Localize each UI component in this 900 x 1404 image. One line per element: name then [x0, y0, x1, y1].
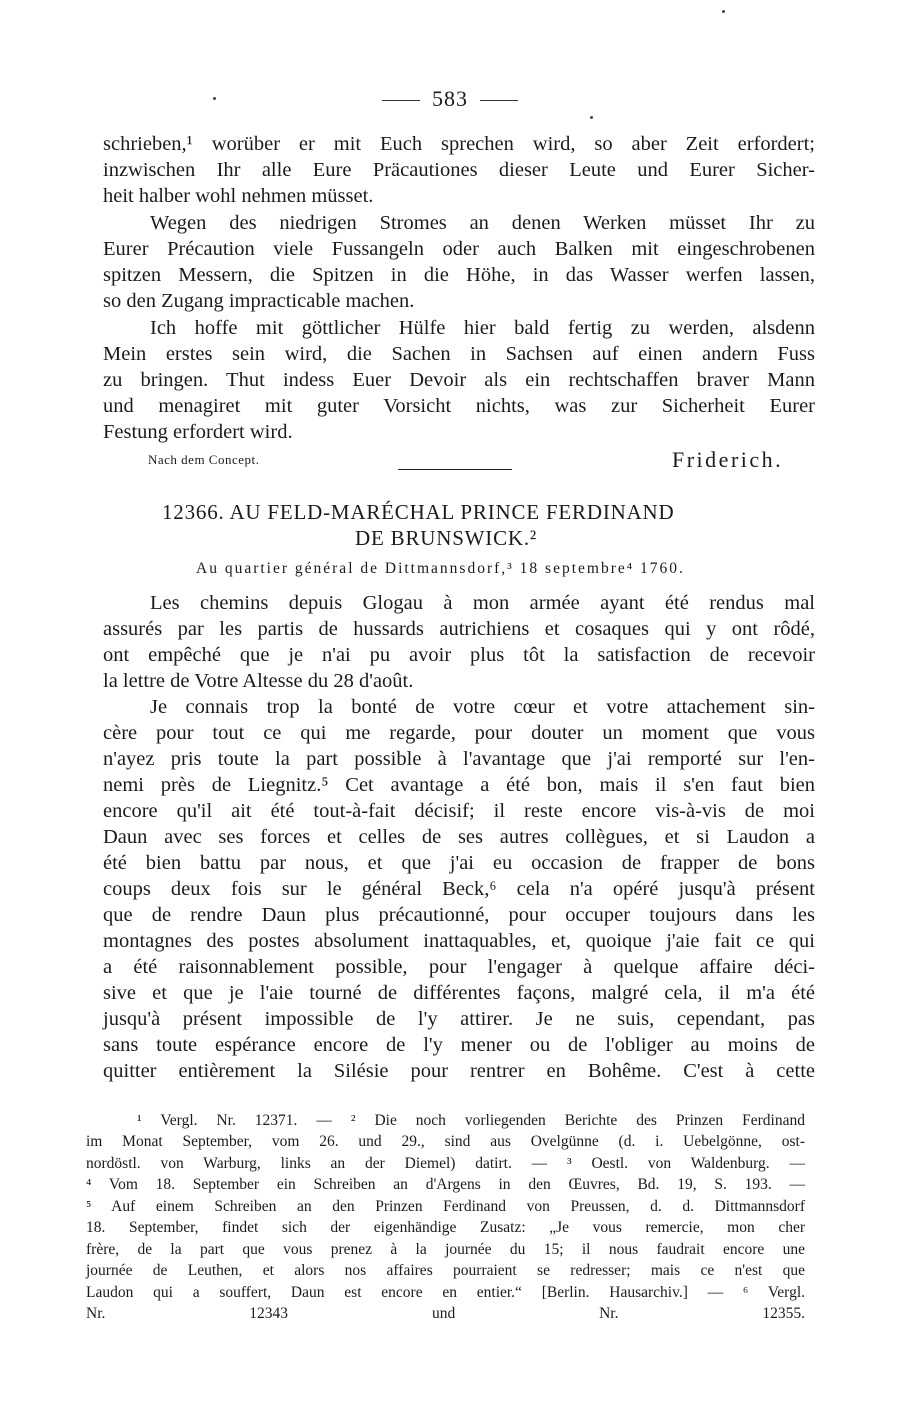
- signature: Friderich.: [672, 447, 784, 472]
- footnote-line: nordöstl. von Warburg, links an der Diemel) datirt. — ³ Oestl. von Waldenburg. —: [86, 1155, 805, 1172]
- text-line: encore qu'il ait été tout-à-fait décisif; il reste encore vis-à-vis de moi: [103, 800, 815, 822]
- ink-speck: [722, 10, 725, 13]
- text-line: la lettre de Votre Altesse du 28 d'août.: [103, 670, 414, 692]
- text-line: Eurer Précaution viele Fussangeln oder auch Balken mit eingeschrobenen: [103, 238, 815, 260]
- text-line: été bien battu par nous, et que j'ai eu occasion de frapper de bons: [103, 852, 815, 874]
- text-line: so den Zugang impracticable machen.: [103, 290, 415, 312]
- section-divider: [398, 469, 512, 470]
- text-line: sans toute espérance encore de l'y mener ou de l'obliger au moins de: [103, 1034, 815, 1056]
- text-line: zu bringen. Thut indess Euer Devoir als ein rechtschaffen braver Mann: [103, 369, 815, 391]
- text-line: Je connais trop la bonté de votre cœur et votre attachement sin-: [150, 696, 815, 718]
- text-line: Wegen des niedrigen Stromes an denen Werken müsset Ihr zu: [150, 212, 815, 234]
- text-line: Les chemins depuis Glogau à mon armée ayant été rendus mal: [150, 592, 815, 614]
- source-note: Nach dem Concept.: [148, 452, 260, 467]
- text-line: inzwischen Ihr alle Eure Präcautiones dieser Leute und Eurer Sicher-: [103, 159, 815, 181]
- text-line: ont empêché que je n'ai pu avoir plus tôt la satisfaction de recevoir: [103, 644, 815, 666]
- text-line: heit halber wohl nehmen müsset.: [103, 185, 374, 207]
- text-line: Mein erstes sein wird, die Sachen in Sachsen auf einen andern Fuss: [103, 343, 815, 365]
- text-line: spitzen Messern, die Spitzen in die Höhe, in das Wasser werfen lassen,: [103, 264, 815, 286]
- text-line: jusqu'à présent impossible de l'y attirer. Je ne suis, cependant, pas: [103, 1008, 815, 1030]
- text-line: und menagiret mit guter Vorsicht nichts, was zur Sicherheit Eurer: [103, 395, 815, 417]
- footnote-line: ¹ Vergl. Nr. 12371. — ² Die noch vorliegenden Berichte des Prinzen Ferdinand: [137, 1112, 805, 1129]
- letter-heading: 12366. AU FELD-MARÉCHAL PRINCE FERDINAND: [162, 500, 675, 524]
- text-line: cère pour tout ce qui me regarde, pour douter un moment que vous: [103, 722, 815, 744]
- footnote-line: 18. September, findet sich der eigenhändige Zusatz: „Je vous remercie, mon cher: [86, 1219, 805, 1236]
- text-line: Daun avec ses forces et celles de ses autres collègues, et si Laudon a: [103, 826, 815, 848]
- text-line: sive et que je l'aie tourné de différentes façons, malgré cela, il m'a été: [103, 982, 815, 1004]
- text-line: montagnes des postes absolument inattaquables, et, quoique j'aie fait ce qui: [103, 930, 815, 952]
- footnote-line: Nr. 12343 und Nr. 12355.: [86, 1305, 805, 1322]
- text-line: nemi près de Liegnitz.⁵ Cet avantage a été bon, mais il s'en faut bien: [103, 774, 815, 796]
- page-number: [0, 86, 900, 112]
- place-date-line: Au quartier général de Dittmannsdorf,³ 18 septembre⁴ 1760.: [196, 560, 685, 577]
- text-line: Festung erfordert wird.: [103, 421, 293, 443]
- ink-speck: [590, 116, 593, 119]
- text-line: coups deux fois sur le général Beck,⁶ cela n'a opéré jusqu'à présent: [103, 878, 815, 900]
- footnote-line: Laudon qui a souffert, Daun est encore en entier.“ [Berlin. Hausarchiv.] — ⁶ Vergl.: [86, 1284, 805, 1301]
- page-number-text: 583: [432, 86, 468, 111]
- letter-heading-continued: DE BRUNSWICK.²: [355, 526, 537, 550]
- text-line: assurés par les partis de hussards autrichiens et cosaques qui y ont rôdé,: [103, 618, 815, 640]
- page-number-dash-left: [382, 100, 420, 101]
- footnote-line: journée de Leuthen, et alors nos affaires pourraient se redresser; mais ce n'est que: [86, 1262, 805, 1279]
- text-line: a été raisonnablement possible, pour l'engager à quelque affaire déci-: [103, 956, 815, 978]
- text-line: quitter entièrement la Silésie pour rentrer en Bohême. C'est à cette: [103, 1060, 815, 1082]
- text-line: Ich hoffe mit göttlicher Hülfe hier bald fertig zu werden, alsdenn: [150, 317, 815, 339]
- footnote-line: ⁵ Auf einem Schreiben an den Prinzen Ferdinand von Preussen, d. d. Dittmannsdorf: [86, 1198, 805, 1215]
- text-line: que de rendre Daun plus précautionné, pour occuper toujours dans les: [103, 904, 815, 926]
- text-line: n'ayez pris toute la part possible à l'avantage que j'ai remporté sur l'en-: [103, 748, 815, 770]
- footnote-line: frère, de la part que vous prenez à la journée du 15; il nous faudrait encore une: [86, 1241, 805, 1258]
- text-line: schrieben,¹ worüber er mit Euch sprechen wird, so aber Zeit erfordert;: [103, 133, 815, 155]
- footnote-line: ⁴ Vom 18. September ein Schreiben an d'Argens in den Œuvres, Bd. 19, S. 193. —: [86, 1176, 805, 1193]
- page-number-dash-right: [480, 100, 518, 101]
- footnote-line: im Monat September, vom 26. und 29., sind aus Ovelgünne (d. i. Uebelgönne, ost-: [86, 1133, 805, 1150]
